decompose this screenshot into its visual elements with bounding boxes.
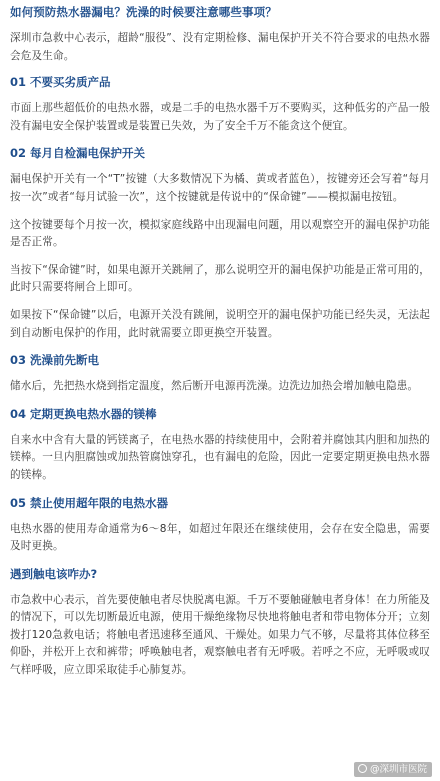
article-title: 如何预防热水器漏电？洗澡的时候要注意哪些事项？	[10, 5, 277, 19]
watermark	[354, 762, 432, 777]
section-02-paragraph-4: 如果按下“保命键”以后，电源开关没有跳闸，说明空开的漏电保护功能已经失灵，无法起到自动断电保护的作用，此时就需要立即更换空开装置。	[10, 308, 430, 339]
section-02-paragraph-1: 漏电保护开关有一个“T”按键（大多数情况下为橘、黄或者蓝色），按键旁还会写着“每月按一次”或者“每月试验一次”，这个按键就是传说中的“保命键”——模拟漏电按钮。	[10, 173, 430, 203]
watermark-text: @深圳市医院	[369, 764, 427, 775]
section-electric-shock-paragraph: 市急救中心表示，首先要使触电者尽快脱离电源。千万不要触碰触电者身体！在力所能及的情况下，可以先切断最近电源，使用干燥绝缘物尽快地将触电者和带电物体分开；立刻拨打120急救电话；将触电者迅速移至通风、干燥处。如果力气不够，尽量将其体位移至仰卧，并松开上衣和裤带；呼唤触电者，观察触电者有无呼吸。若呼之不应，无呼吸或叹气样呼吸，应立即采取徒手心肺复苏。	[10, 593, 430, 677]
section-heading-05: 05 禁止使用超年限的电热水器	[10, 495, 169, 510]
intro-paragraph: 深圳市急救中心表示，超龄“服役”、没有定期检修、漏电保护开关不符合要求的电热水器会危及生命。	[10, 32, 430, 62]
section-04-paragraph: 自来水中含有大量的钙镁离子，在电热水器的持续使用中，会附着并腐蚀其内胆和加热的镁棒。一旦内胆腐蚀或加热管腐蚀穿孔，也有漏电的危险，因此一定要定期更换电热水器的镁棒。	[10, 433, 430, 481]
watermark-logo-icon	[358, 764, 367, 773]
section-02-paragraph-2: 这个按键要每个月按一次，模拟家庭线路中出现漏电问题，用以观察空开的漏电保护功能是否正常。	[10, 218, 430, 249]
section-03-paragraph: 储水后，先把热水烧到指定温度，然后断开电源再洗澡。边洗边加热会增加触电隐患。	[10, 380, 419, 393]
section-02-paragraph-3: 当按下“保命键”时，如果电源开关跳闸了，那么说明空开的漏电保护功能是正常可用的，此时只需要将闸合上即可。	[10, 263, 430, 294]
section-01-paragraph: 市面上那些超低价的电热水器，或是二手的电热水器千万不要购买，这种低劣的产品一般没有漏电安全保护装置或是装置已失效，为了安全千万不能贪这个便宜。	[10, 102, 430, 132]
section-05-paragraph: 电热水器的使用寿命通常为6～8年，如超过年限还在继续使用，会存在安全隐患，需要及时更换。	[10, 522, 430, 553]
section-heading-02: 02 每月自检漏电保护开关	[10, 146, 146, 161]
section-heading-01: 01 不要买劣质产品	[10, 75, 111, 90]
section-heading-04: 04 定期更换电热水器的镁棒	[10, 406, 157, 421]
section-heading-03: 03 洗澡前先断电	[10, 353, 100, 368]
section-heading-electric-shock: 遇到触电该咋办?	[10, 566, 98, 581]
